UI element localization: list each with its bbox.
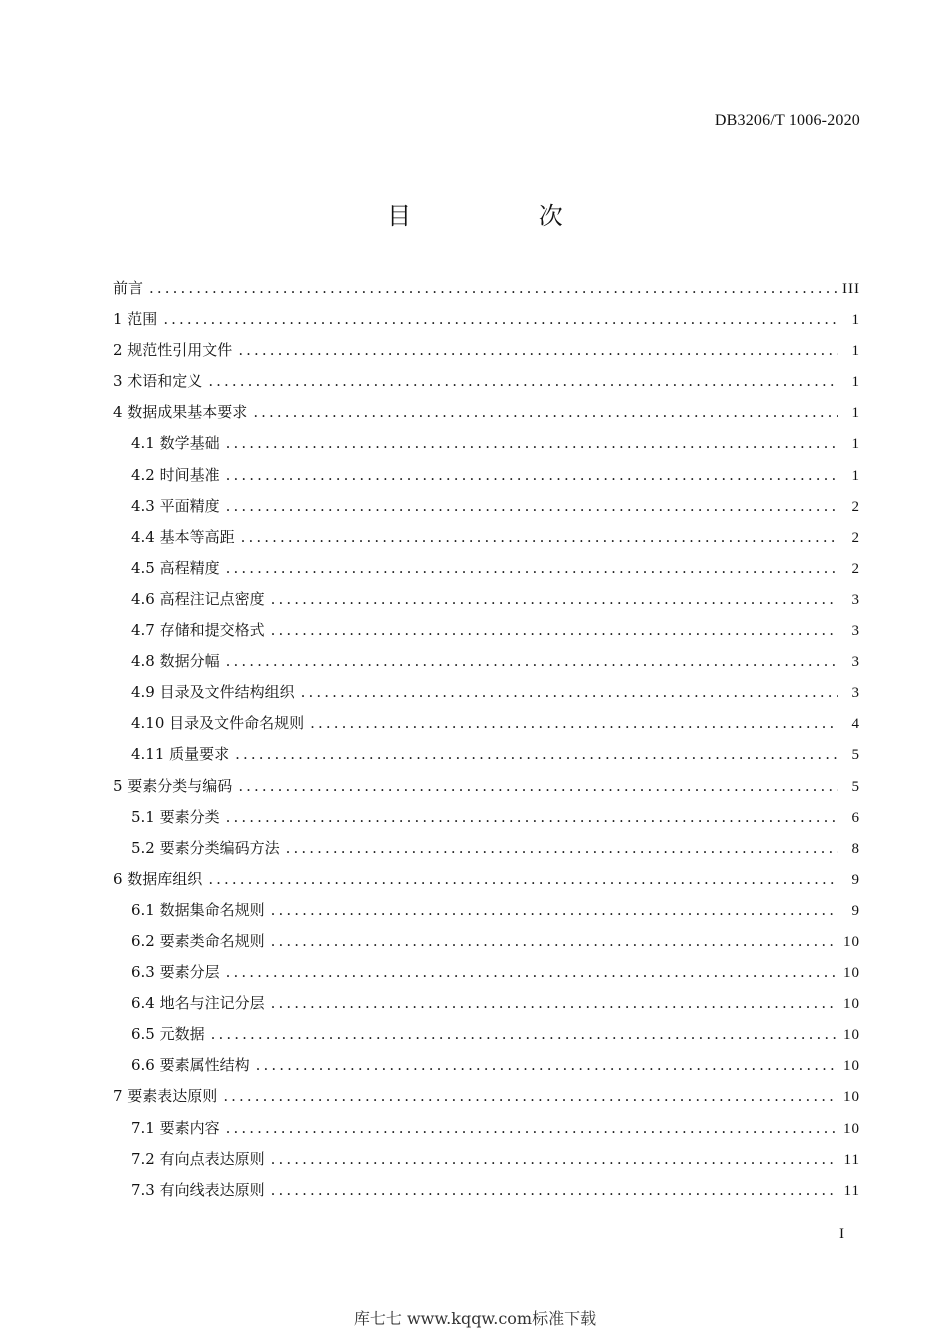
toc-entry[interactable] (113, 307, 860, 338)
toc-dot-leader (226, 494, 838, 518)
toc-entry[interactable] (113, 338, 860, 369)
toc-dot-leader (226, 649, 838, 673)
toc-dot-leader (208, 867, 838, 891)
toc-dot-leader (163, 307, 838, 331)
toc-entry-page: 3 (851, 623, 860, 640)
toc-entry-label: 4.8 数据分幅 (131, 652, 220, 671)
toc-dot-leader (271, 1178, 838, 1202)
toc-entry-page: 1 (851, 467, 860, 484)
watermark-text: 库七七 www.kqqw.com标准下载 (353, 1309, 597, 1328)
toc-entry-page: 10 (843, 1120, 860, 1137)
toc-dot-leader (271, 618, 838, 642)
toc-entry-label: 4.3 平面精度 (131, 496, 220, 515)
toc-dot-leader (226, 805, 838, 829)
toc-entry-page: 4 (851, 716, 860, 733)
toc-entry[interactable] (113, 929, 860, 960)
toc-entry-page: 9 (851, 902, 860, 919)
toc-entry[interactable] (113, 276, 860, 307)
toc-entry-page: 10 (843, 965, 860, 982)
toc-entry-page: 10 (843, 1058, 860, 1075)
toc-entry-label: 1 范围 (113, 310, 158, 329)
toc-entry-label: 6.6 要素属性结构 (131, 1056, 250, 1075)
toc-entry-label: 4.5 高程精度 (131, 558, 220, 577)
toc-entry-page: 10 (843, 1027, 860, 1044)
toc-entry[interactable] (113, 587, 860, 618)
toc-entry-page: 11 (843, 1151, 860, 1168)
toc-entry[interactable] (113, 1116, 860, 1147)
toc-entry-label: 6.3 要素分层 (131, 963, 220, 982)
toc-entry[interactable] (113, 898, 860, 929)
toc-dot-leader (286, 836, 838, 860)
toc-dot-leader (271, 991, 838, 1015)
page-title: 目 次 (387, 202, 623, 230)
toc-entry-page: 1 (851, 436, 860, 453)
toc-dot-leader (238, 774, 838, 798)
toc-entry[interactable] (113, 431, 860, 462)
toc-entry-label: 4.10 目录及文件命名规则 (131, 714, 305, 733)
toc-entry-page: 3 (851, 685, 860, 702)
toc-entry-label: 4.2 时间基准 (131, 465, 220, 484)
toc-dot-leader (256, 1053, 838, 1077)
toc-dot-leader (226, 463, 838, 487)
toc-entry[interactable] (113, 369, 860, 400)
toc-entry-label: 7.3 有向线表达原则 (131, 1180, 265, 1199)
toc-entry[interactable] (113, 680, 860, 711)
toc-dot-leader (223, 1084, 838, 1108)
toc-entry[interactable] (113, 742, 860, 773)
toc-entry[interactable] (113, 991, 860, 1022)
toc-dot-leader (226, 960, 838, 984)
toc-dot-leader (235, 742, 838, 766)
toc-entry-label: 2 规范性引用文件 (113, 341, 233, 360)
toc-dot-leader (271, 587, 838, 611)
toc-dot-leader (226, 431, 838, 455)
toc-entry-label: 4.1 数学基础 (131, 434, 220, 453)
toc-entry-page: 2 (851, 529, 860, 546)
toc-dot-leader (310, 711, 838, 735)
toc-dot-leader (226, 556, 838, 580)
toc-entry-page: 10 (843, 933, 860, 950)
toc-entry-label: 4.9 目录及文件结构组织 (131, 683, 295, 702)
toc-entry-page: 1 (851, 343, 860, 360)
toc-entry-label: 6 数据库组织 (113, 869, 203, 888)
toc-entry[interactable] (113, 867, 860, 898)
toc-entry-page: 5 (851, 778, 860, 795)
toc-entry-label: 3 术语和定义 (113, 372, 203, 391)
toc-dot-leader (211, 1022, 838, 1046)
toc-dot-leader (301, 680, 838, 704)
toc-entry-page: 3 (851, 654, 860, 671)
table-of-contents (113, 276, 860, 1209)
toc-entry-page: 2 (851, 498, 860, 515)
toc-entry[interactable] (113, 618, 860, 649)
toc-entry-label: 6.4 地名与注记分层 (131, 994, 265, 1013)
document-code: DB3206/T 1006-2020 (714, 112, 860, 129)
toc-dot-leader (226, 1116, 838, 1140)
toc-entry[interactable] (113, 494, 860, 525)
toc-entry-page: 1 (851, 312, 860, 329)
toc-entry[interactable] (113, 960, 860, 991)
toc-entry[interactable] (113, 774, 860, 805)
toc-entry-label: 4.6 高程注记点密度 (131, 589, 265, 608)
toc-entry[interactable] (113, 836, 860, 867)
toc-entry[interactable] (113, 711, 860, 742)
toc-entry-label: 7 要素表达原则 (113, 1087, 218, 1106)
toc-entry-page: 9 (851, 871, 860, 888)
toc-entry-page: 10 (843, 1089, 860, 1106)
toc-entry[interactable] (113, 525, 860, 556)
toc-entry-label: 7.1 要素内容 (131, 1118, 220, 1137)
toc-dot-leader (208, 369, 838, 393)
toc-entry[interactable] (113, 1053, 860, 1084)
toc-entry-label: 6.1 数据集命名规则 (131, 900, 265, 919)
toc-entry-label: 4.7 存储和提交格式 (131, 621, 265, 640)
toc-entry-page: 10 (843, 996, 860, 1013)
toc-dot-leader (241, 525, 838, 549)
toc-entry-page: 1 (851, 405, 860, 422)
toc-entry[interactable] (113, 649, 860, 680)
toc-entry-page: 8 (851, 840, 860, 857)
toc-entry[interactable] (113, 556, 860, 587)
toc-entry-label: 前言 (113, 279, 144, 297)
toc-entry-label: 6.5 元数据 (131, 1025, 205, 1044)
toc-entry-label: 4 数据成果基本要求 (113, 403, 248, 422)
toc-entry[interactable] (113, 463, 860, 494)
toc-entry-label: 4.11 质量要求 (131, 745, 230, 764)
toc-dot-leader (271, 1147, 838, 1171)
toc-entry-page: 6 (851, 809, 860, 826)
toc-dot-leader (149, 276, 838, 300)
toc-dot-leader (238, 338, 838, 362)
toc-entry-page: 1 (851, 374, 860, 391)
toc-entry[interactable] (113, 1022, 860, 1053)
toc-entry[interactable] (113, 1147, 860, 1178)
page-number: I (839, 1226, 844, 1242)
toc-dot-leader (271, 898, 838, 922)
toc-entry-page: 2 (851, 560, 860, 577)
toc-entry-page: III (842, 281, 860, 297)
toc-dot-leader (253, 400, 838, 424)
toc-entry-label: 7.2 有向点表达原则 (131, 1149, 265, 1168)
toc-entry-page: 3 (851, 591, 860, 608)
toc-entry-label: 6.2 要素类命名规则 (131, 931, 265, 950)
toc-entry-label: 5.2 要素分类编码方法 (131, 838, 280, 857)
toc-entry-label: 5.1 要素分类 (131, 807, 220, 826)
toc-dot-leader (271, 929, 838, 953)
toc-entry-label: 5 要素分类与编码 (113, 776, 233, 795)
toc-entry[interactable] (113, 400, 860, 431)
toc-entry-label: 4.4 基本等高距 (131, 527, 235, 546)
toc-entry[interactable] (113, 805, 860, 836)
toc-entry-page: 11 (843, 1182, 860, 1199)
toc-entry-page: 5 (851, 747, 860, 764)
toc-entry[interactable] (113, 1084, 860, 1115)
toc-entry[interactable] (113, 1178, 860, 1209)
